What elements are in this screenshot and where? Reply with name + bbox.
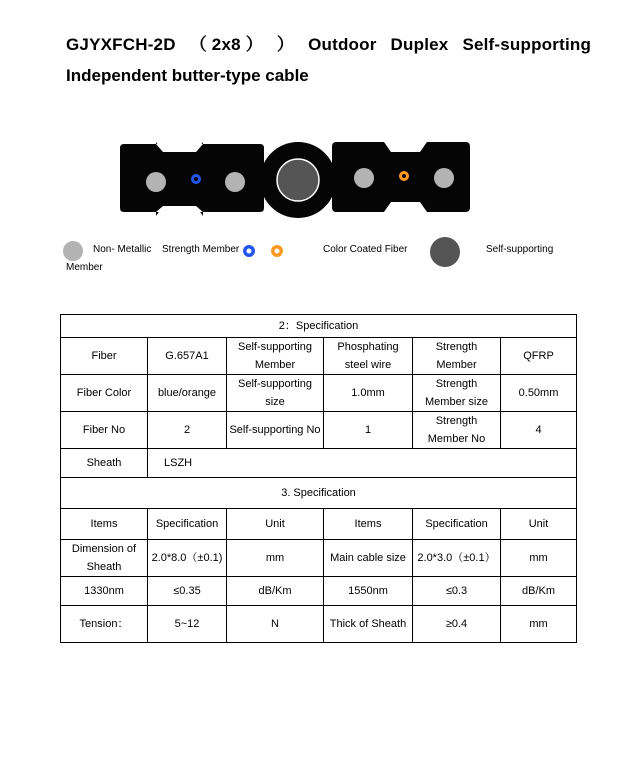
column-header-unit-2: Unit — [501, 509, 577, 540]
column-header-unit: Unit — [227, 509, 324, 540]
table-row — [61, 375, 577, 412]
cell-1330nm-unit: dB/Km — [227, 577, 324, 606]
legend-color-coated-fiber: Color Coated Fiber — [323, 244, 408, 255]
cell-tension-label: Tension： — [61, 606, 148, 643]
cell-thick-of-sheath-unit: mm — [501, 606, 577, 643]
spec3-header-row — [61, 478, 577, 509]
cell-1550nm-label: 1550nm — [324, 577, 413, 606]
cell-fiber-value: G.657A1 — [148, 338, 227, 375]
cell-self-supporting-member-value: Phosphating steel wire — [324, 338, 413, 375]
cell-fiber-label: Fiber — [61, 338, 148, 375]
cell-dimension-unit: mm — [227, 540, 324, 577]
model-code: GJYXFCH-2D — [66, 35, 176, 54]
legend-strength-member: Strength Member — [162, 244, 240, 255]
self-supporting-wire — [277, 159, 319, 201]
cell-tension-value: 5~12 — [148, 606, 227, 643]
cell-self-supporting-no-label: Self-supporting No — [227, 412, 324, 449]
cell-1550nm-unit: dB/Km — [501, 577, 577, 606]
cell-main-cable-size-value: 2.0*3.0（±0.1） — [413, 540, 501, 577]
column-header-items-2: Items — [324, 509, 413, 540]
non-metallic-swatch-icon — [62, 240, 84, 262]
title-word-outdoor: Outdoor — [308, 35, 377, 54]
specification-table — [60, 314, 577, 643]
spec3-column-header-row — [61, 509, 577, 540]
strength-member-left-1 — [146, 172, 166, 192]
table-row — [61, 449, 577, 478]
table-row — [61, 577, 577, 606]
table-row — [61, 540, 577, 577]
spec2-header: 2：Specification — [61, 315, 577, 338]
cable-cross-section-diagram — [120, 138, 474, 220]
cell-sheath-value: LSZH — [148, 449, 577, 478]
fiber-orange-swatch-icon — [270, 244, 284, 258]
cell-self-supporting-size-label: Self-supporting size — [227, 375, 324, 412]
cell-strength-member-no-label: Strength Member No — [413, 412, 501, 449]
cell-strength-member-size-value: 0.50mm — [501, 375, 577, 412]
legend-non-metallic: Non- Metallic — [93, 244, 152, 255]
cell-self-supporting-size-value: 1.0mm — [324, 375, 413, 412]
cell-dimension-value: 2.0*8.0（±0.1) — [148, 540, 227, 577]
title-word-duplex: Duplex — [390, 35, 449, 54]
legend-self-supporting: Self-supporting — [486, 244, 554, 255]
strength-member-right-1 — [354, 168, 374, 188]
spec3-header: 3. Specification — [61, 478, 577, 509]
column-header-specification: Specification — [148, 509, 227, 540]
title-word-self-supporting: Self-supporting — [462, 35, 592, 54]
cell-strength-member-size-label: Strength Member size — [413, 375, 501, 412]
cell-1550nm-value: ≤0.3 — [413, 577, 501, 606]
cell-fiber-color-value: blue/orange — [148, 375, 227, 412]
cell-sheath-label: Sheath — [61, 449, 148, 478]
cell-tension-unit: N — [227, 606, 324, 643]
cell-fiber-no-value: 2 — [148, 412, 227, 449]
table-row — [61, 412, 577, 449]
cell-self-supporting-no-value: 1 — [324, 412, 413, 449]
cell-1330nm-value: ≤0.35 — [148, 577, 227, 606]
spec2-header-row — [61, 315, 577, 338]
cell-fiber-no-label: Fiber No — [61, 412, 148, 449]
cell-strength-member-no-value: 4 — [501, 412, 577, 449]
column-header-items: Items — [61, 509, 148, 540]
cell-strength-member-label: Strength Member — [413, 338, 501, 375]
cell-main-cable-size-unit: mm — [501, 540, 577, 577]
cell-strength-member-value: QFRP — [501, 338, 577, 375]
paren-close: ） — [276, 35, 295, 54]
table-row — [61, 606, 577, 643]
diagram-legend — [0, 234, 644, 284]
column-header-specification-2: Specification — [413, 509, 501, 540]
strength-member-right-2 — [434, 168, 454, 188]
cell-thick-of-sheath-label: Thick of Sheath — [324, 606, 413, 643]
document-title — [66, 30, 591, 55]
table-row — [61, 338, 577, 375]
cell-dimension-label: Dimension of Sheath — [61, 540, 148, 577]
cell-main-cable-size-label: Main cable size — [324, 540, 413, 577]
cell-fiber-color-label: Fiber Color — [61, 375, 148, 412]
legend-member: Member — [66, 262, 103, 273]
strength-member-left-2 — [225, 172, 245, 192]
fiber-count: （ 2x8 ） — [189, 35, 263, 54]
self-supporting-swatch-icon — [429, 236, 461, 268]
cell-self-supporting-member-label: Self-supporting Member — [227, 338, 324, 375]
cell-thick-of-sheath-value: ≥0.4 — [413, 606, 501, 643]
fiber-blue-swatch-icon — [242, 244, 256, 258]
cell-1330nm-label: 1330nm — [61, 577, 148, 606]
document-subtitle: Independent butter-type cable — [66, 66, 309, 85]
